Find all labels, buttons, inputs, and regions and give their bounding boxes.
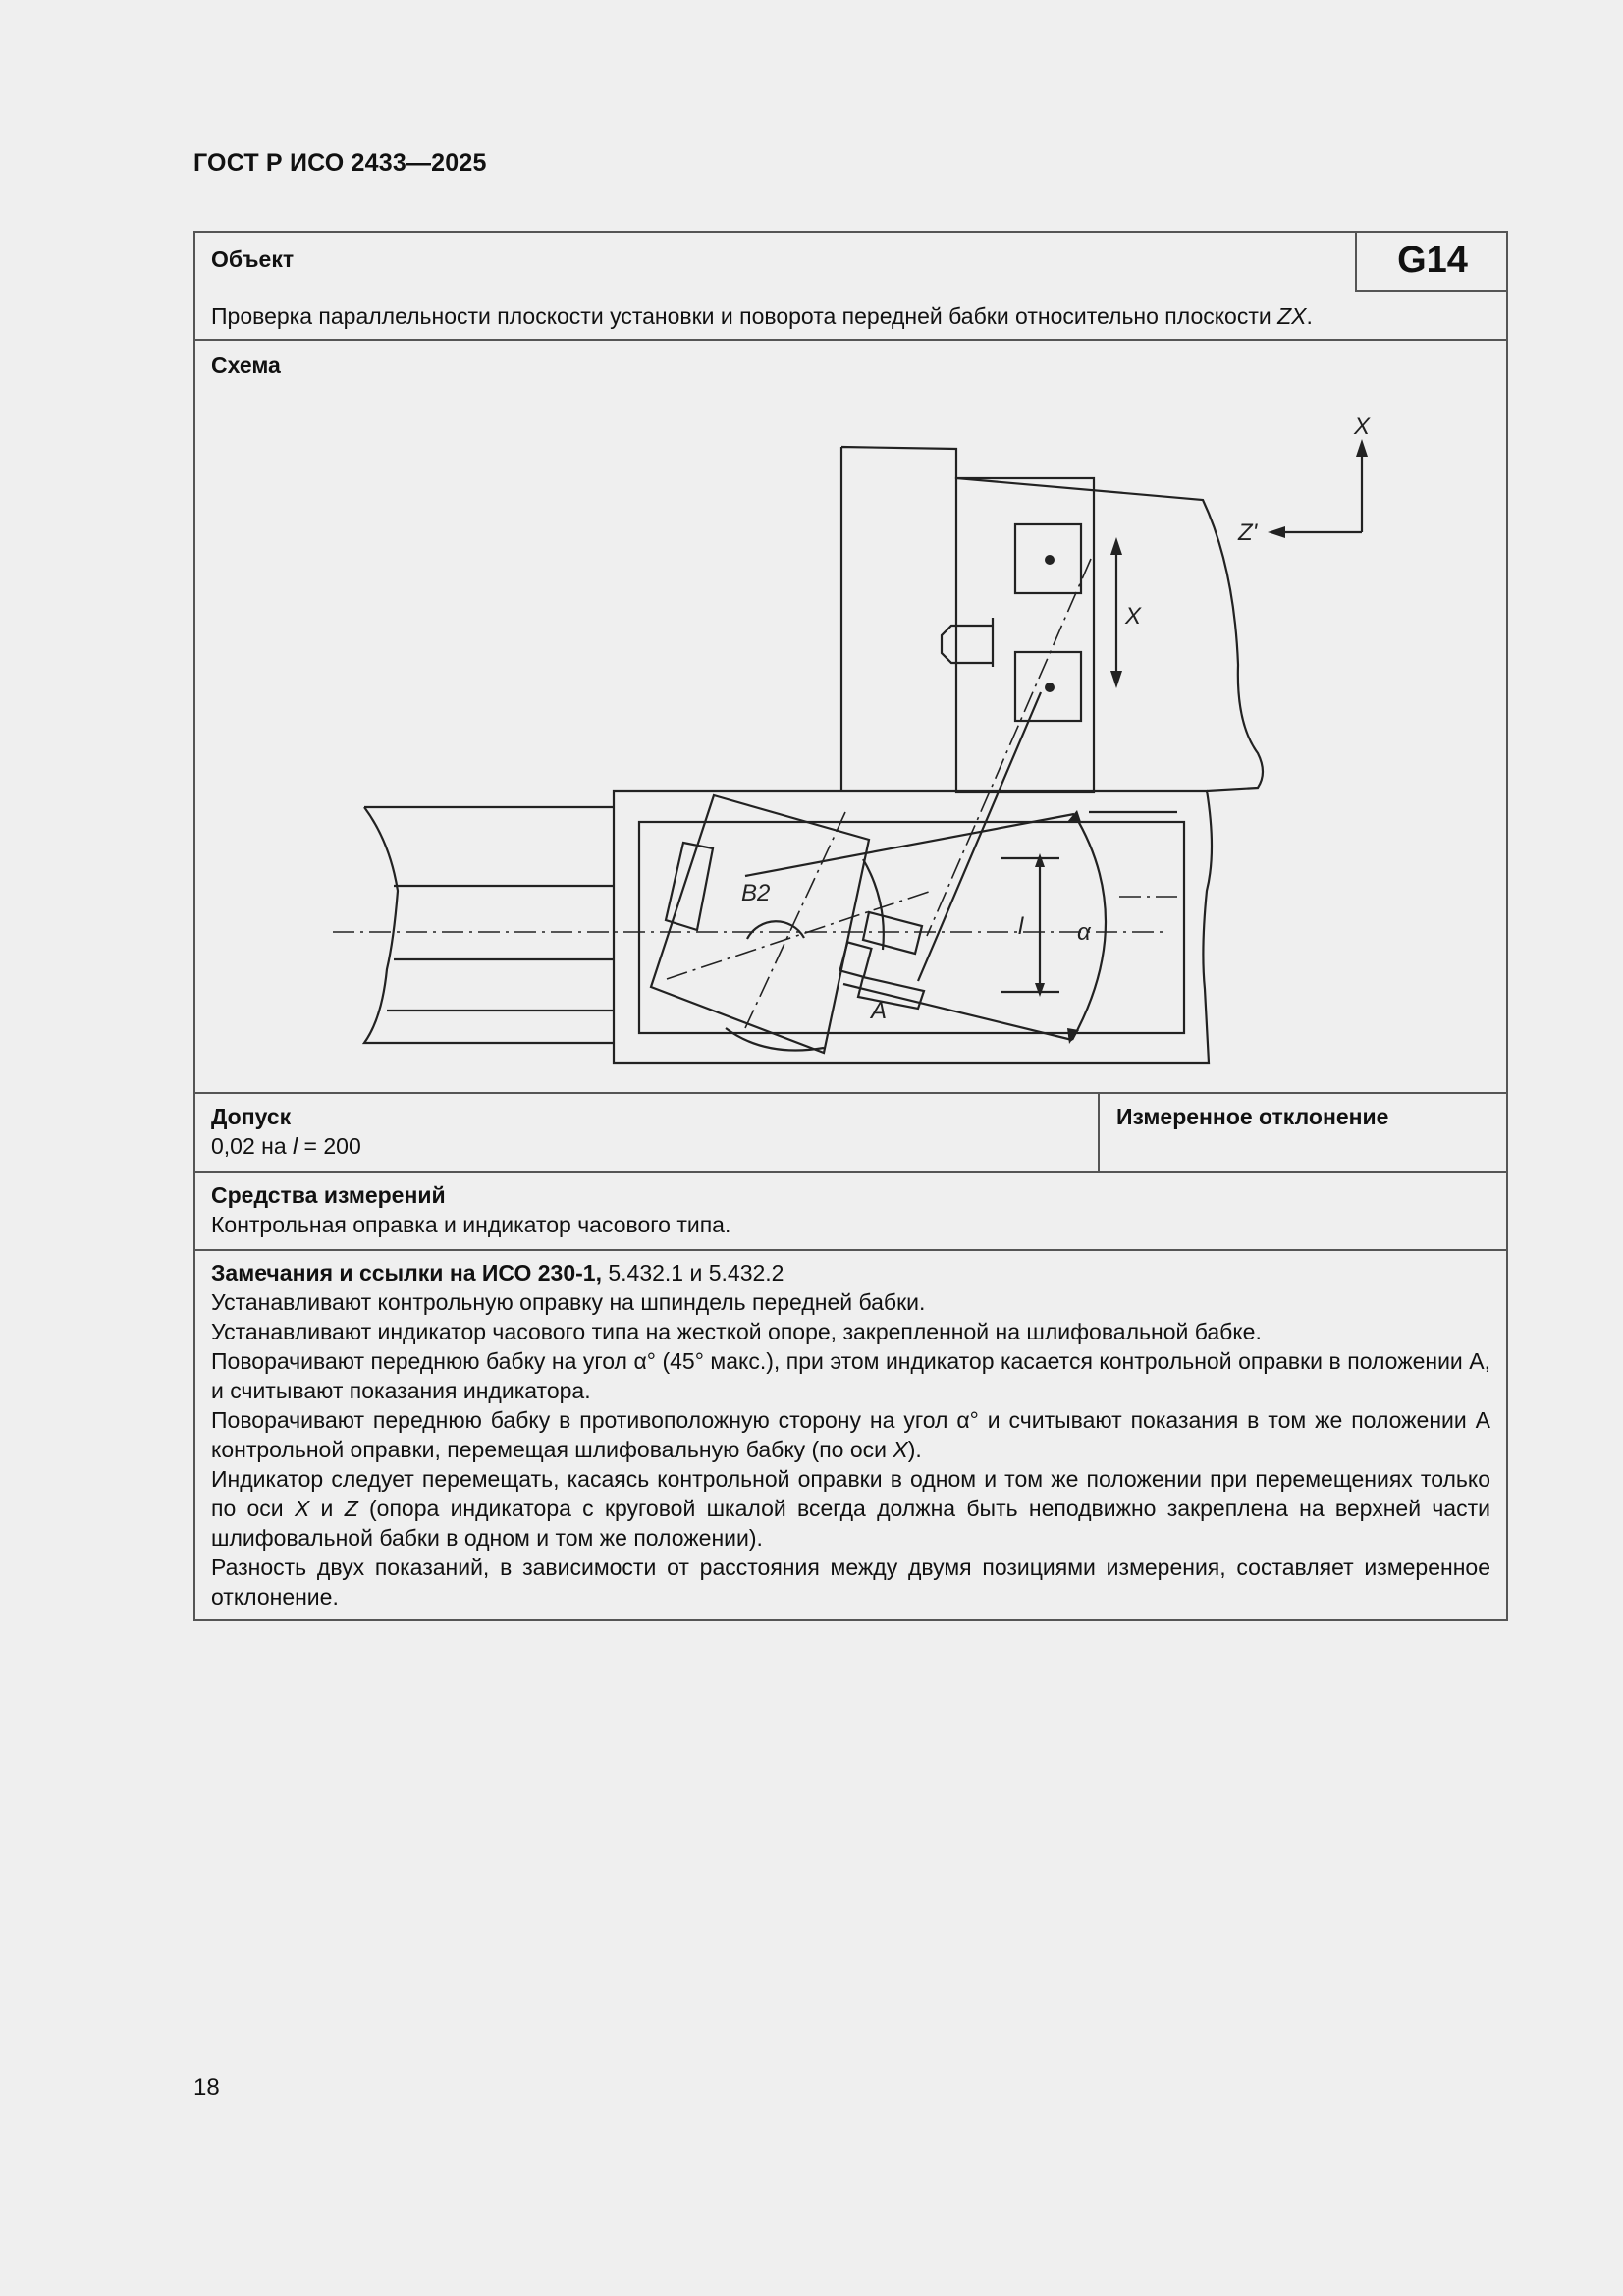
left-arm [364, 807, 614, 1043]
main-base [614, 791, 1212, 1063]
page-number: 18 [193, 2074, 220, 2101]
spindle-stub [942, 618, 993, 667]
rotated-headstock [651, 795, 869, 1053]
a-label: A [871, 998, 888, 1024]
upper-body-outline [841, 447, 1263, 791]
alpha-label: α [1077, 919, 1091, 946]
test-code: G14 [1355, 231, 1508, 292]
b2-label: B2 [741, 880, 771, 906]
tolerance-section [195, 1094, 1506, 1171]
note-paragraph: Поворачивают переднюю бабку в противоположную сторону на угол α° и считывают показания в том же положении А контрольной оправки, перемещая шлифовальную бабку (по оси X). [211, 1407, 1490, 1462]
note-paragraph: Разность двух показаний, в зависимости от расстояния между двумя позициями измерения, составляет измеренное отклонение. [211, 1555, 1490, 1610]
test-sheet-table [193, 231, 1508, 1621]
rotated-motor [666, 843, 713, 930]
l-label: l [1018, 913, 1024, 940]
axis-z-label: Z' [1238, 519, 1258, 546]
instruments-label: Средства измерений [211, 1182, 446, 1208]
table-arc [863, 859, 884, 950]
rotated-mandrel-upper [863, 912, 922, 954]
note-paragraph: Устанавливают индикатор часового типа на жесткой опоре, закрепленной на шлифовальной бабке. [211, 1319, 1262, 1344]
note-paragraph: Индикатор следует перемещать, касаясь контрольной оправки в одном и том же положении при перемещениях только по оси X и Z (опора индикатора с круговой шкалой всегда должна быть неподвижно закреплена на верхней части шлифовальной бабки в одном и том же положении). [211, 1466, 1490, 1551]
notes-section [195, 1258, 1506, 1612]
note-paragraph: Устанавливают контрольную оправку на шпиндель передней бабки. [211, 1289, 926, 1315]
scheme-drawing [195, 341, 1506, 1092]
document-title: ГОСТ Р ИСО 2433—2025 [193, 149, 487, 177]
instruments-section [195, 1173, 1506, 1249]
instruments-text: Контрольная оправка и индикатор часового типа. [211, 1212, 731, 1237]
note-paragraph: Поворачивают переднюю бабку на угол α° (45° макс.), при этом индикатор касается контрольной оправки в положении А, и считывают показания индикатора. [211, 1348, 1490, 1403]
object-section [195, 233, 1506, 342]
object-label: Объект [211, 246, 295, 272]
object-description: Проверка параллельности плоскости установки и поворота передней бабки относительно плоскости ZX. [211, 303, 1313, 329]
measured-deviation-label: Измеренное отклонение [1116, 1104, 1389, 1129]
scheme-label: Схема [211, 353, 281, 378]
x-motion-label: X [1125, 603, 1142, 629]
rotated-mandrel-lower [858, 977, 924, 1009]
tolerance-value: 0,02 на l = 200 [211, 1133, 361, 1159]
scheme-section [195, 341, 1506, 1092]
axis-x-label: X [1354, 413, 1371, 440]
notes-label: Замечания и ссылки на ИСО 230-1, [211, 1260, 602, 1285]
notes-refs: 5.432.1 и 5.432.2 [601, 1260, 784, 1285]
tolerance-label: Допуск [211, 1104, 292, 1129]
b2-circle [747, 921, 804, 939]
